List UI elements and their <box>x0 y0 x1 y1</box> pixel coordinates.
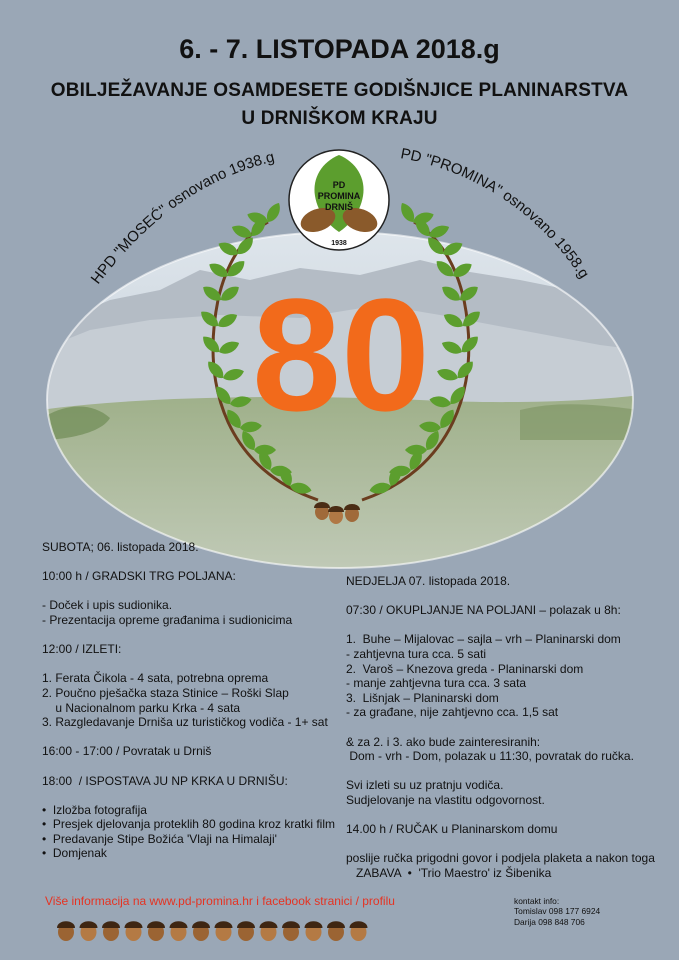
program-line: 12:00 / IZLETI: <box>42 642 122 657</box>
acorn-icon <box>305 921 323 941</box>
program-line: - Doček i upis sudionika. <box>42 598 173 613</box>
acorn-icon <box>215 921 233 941</box>
program-line: & za 2. i 3. ako bude zainteresiranih: <box>346 734 541 749</box>
program-line: 1. Ferata Čikola - 4 sata, potrebna oprema <box>42 671 269 686</box>
acorn-icon <box>260 921 278 941</box>
program-line: • Izložba fotografija <box>42 802 147 817</box>
program-line <box>346 808 666 823</box>
svg-text:PROMINA: PROMINA <box>317 191 361 201</box>
contact-tomislav: Tomislav 098 177 6924 <box>514 906 601 917</box>
moses-arc-text: HPD "MOSEĆ" osnovano 1938.g <box>87 148 277 288</box>
more-info-link[interactable]: Više informacija na www.pd-promina.hr i facebook stranici / profilu <box>45 894 395 908</box>
acorn-icon <box>125 921 143 941</box>
acorn-icon <box>147 921 165 941</box>
acorn-icon <box>80 921 98 941</box>
acorn-icon <box>282 921 300 941</box>
acorn-icon <box>327 921 345 941</box>
acorn-icon <box>102 921 120 941</box>
poster-title: 6. - 7. LISTOPADA 2018.g <box>179 34 500 64</box>
program-line: - za građane, nije zahtjevno cca. 1,5 sat <box>346 705 559 720</box>
contact-label: kontakt info: <box>514 896 560 906</box>
program-line <box>42 730 342 745</box>
poster-subtitle-line2: U DRNIŠKOM KRAJU <box>241 108 438 129</box>
svg-text:DRNIŠ: DRNIŠ <box>324 202 354 212</box>
program-line <box>42 788 342 803</box>
acorn-icon <box>192 921 210 941</box>
acorn-row <box>56 915 376 943</box>
acorn-icon <box>350 921 368 941</box>
program-line: - manje zahtjevna tura cca. 3 sata <box>346 676 527 691</box>
contact-info <box>514 896 600 927</box>
acorn-icon <box>57 921 75 941</box>
program-line: u Nacionalnom parku Krka - 4 sata <box>42 700 241 715</box>
program-line: 07:30 / OKUPLJANJE NA POLJANI – polazak u 8h: <box>346 603 621 618</box>
poster-subtitle-line1: OBILJEŽAVANJE OSAMDESETE GODIŠNJICE PLANINARSTVA <box>50 80 629 101</box>
program-line: 1. Buhe – Mijalovac – sajla – vrh – Planinarski dom <box>346 632 621 647</box>
program-line: • Presjek djelovanja proteklih 80 godina kroz kratki film <box>42 817 336 832</box>
program-line: 2. Poučno pješačka staza Stinice – Roški Slap <box>42 685 289 700</box>
program-line: - Prezentacija opreme građanima i sudionicima <box>42 612 293 627</box>
program-line: 2. Varoš – Knezova greda - Planinarski dom <box>346 661 584 676</box>
program-line <box>346 589 666 604</box>
program-line <box>346 720 666 735</box>
program-line: • Predavanje Stipe Božića 'Vlaji na Himalaji' <box>42 831 277 846</box>
program-line: NEDJELJA 07. listopada 2018. <box>346 574 511 588</box>
program-line <box>42 584 342 599</box>
program-line: 14.00 h / RUČAK u Planinarskom domu <box>346 822 558 837</box>
program-line: 16:00 - 17:00 / Povratak u Drniš <box>42 744 212 759</box>
program-line <box>42 555 342 570</box>
anniversary-number: 80 <box>252 265 430 444</box>
program-line: ZABAVA • 'Trio Maestro' iz Šibenika <box>346 865 552 880</box>
program-line: poslije ručka prigodni govor i podjela plaketa a nakon toga <box>346 851 655 866</box>
program-line: 3. Razgledavanje Drniša uz turističkog vodiča - 1+ sat <box>42 715 328 730</box>
acorn-icon <box>170 921 188 941</box>
program-line <box>346 764 666 779</box>
program-line: 18:00 / ISPOSTAVA JU NP KRKA U DRNIŠU: <box>42 773 288 788</box>
pd-promina-logo <box>289 150 389 250</box>
svg-text:1938: 1938 <box>331 240 347 247</box>
program-line: Sudjelovanje na vlastitu odgovornost. <box>346 792 545 807</box>
program-line: Svi izleti su uz pratnju vodiča. <box>346 778 504 793</box>
acorn-icon <box>237 921 255 941</box>
program-line <box>346 837 666 852</box>
contact-darija: Darija 098 848 706 <box>514 916 585 927</box>
program-line <box>346 618 666 633</box>
saturday-program <box>42 540 342 861</box>
program-line <box>42 628 342 643</box>
program-line: 10:00 h / GRADSKI TRG POLJANA: <box>42 569 236 584</box>
program-line: 3. Lišnjak – Planinarski dom <box>346 690 499 705</box>
sunday-program <box>346 574 666 880</box>
program-line <box>42 657 342 672</box>
program-line: Dom - vrh - Dom, polazak u 11:30, povratak do ručka. <box>346 749 634 764</box>
promina-arc-text: PD "PROMINA" osnovano 1958.g <box>399 145 593 282</box>
program-line: - zahtjevna tura cca. 5 sati <box>346 646 487 661</box>
svg-text:PD: PD <box>332 180 346 190</box>
program-line: • Domjenak <box>42 846 107 861</box>
program-line: SUBOTA; 06. listopada 2018. <box>42 540 199 554</box>
program-line <box>42 759 342 774</box>
